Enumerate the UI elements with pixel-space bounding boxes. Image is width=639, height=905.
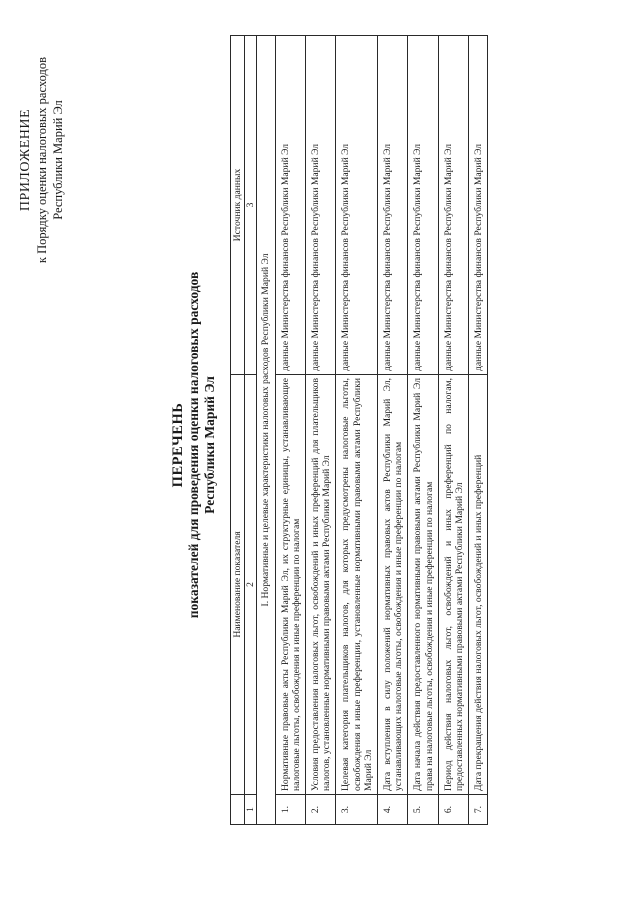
row-number: 7. — [469, 795, 488, 825]
table-row — [438, 36, 468, 825]
table-section-row — [257, 36, 275, 825]
header-indicator-name: Наименование показателя — [231, 375, 245, 795]
header-data-source: Источник данных — [231, 36, 245, 375]
table-row — [306, 36, 336, 825]
table-header-row — [231, 36, 245, 825]
section-title: I. Нормативные и целевые характеристики налоговых расходов Республики Марий Эл — [257, 36, 275, 825]
appendix-block — [18, 25, 66, 295]
header-number — [231, 795, 245, 825]
row-data-source: данные Министерства финансов Республики Марий Эл — [275, 36, 305, 375]
row-indicator-name: Целевая категория плательщиков налогов, для которых предусмотрены налоговые льготы, освобождения и иные преференции, установленные нормативными правовыми актами Республики Марий Эл — [336, 375, 378, 795]
row-number: 2. — [306, 795, 336, 825]
table-column-numbers-row — [245, 36, 257, 825]
row-indicator-name: Дата вступления в силу положений нормативных правовых актов Республики Марий Эл, устанавливающих налоговые льготы, освобождения и иные преференции по налогам — [378, 375, 408, 795]
column-number-1: 1 — [245, 795, 257, 825]
row-data-source: данные Министерства финансов Республики Марий Эл — [469, 36, 488, 375]
column-number-2: 2 — [245, 375, 257, 795]
row-number: 5. — [408, 795, 438, 825]
row-indicator-name: Нормативные правовые акты Республики Марий Эл, их структурные единицы, устанавливающие налоговые льготы, освобождения и иные преференции по налогам — [275, 375, 305, 795]
row-indicator-name: Период действия налоговых льгот, освобождений и иных преференций по налогам, предоставленных нормативными правовыми актами Республики Марий Эл — [438, 375, 468, 795]
document-title: ПЕРЕЧЕНЬ — [170, 402, 186, 488]
indicators-table-wrapper — [230, 35, 630, 825]
table-row — [408, 36, 438, 825]
document-subtitle-1: показателей для проведения оценки налоговых расходов — [186, 271, 201, 619]
indicators-table — [230, 35, 488, 825]
row-data-source: данные Министерства финансов Республики Марий Эл — [378, 36, 408, 375]
table-row — [378, 36, 408, 825]
column-number-3: 3 — [245, 36, 257, 375]
row-data-source: данные Министерства финансов Республики Марий Эл — [336, 36, 378, 375]
document-subtitle-2: Республики Марий Эл — [202, 376, 217, 514]
appendix-label: ПРИЛОЖЕНИЕ — [18, 108, 33, 212]
row-data-source: данные Министерства финансов Республики Марий Эл — [408, 36, 438, 375]
row-data-source: данные Министерства финансов Республики Марий Эл — [438, 36, 468, 375]
row-indicator-name: Дата начала действия предоставленного нормативными правовыми актами Республики Марий Эл права на налоговые льготы, освобождения и иные преференции по налогам — [408, 375, 438, 795]
appendix-line-1: к Порядку оценки налоговых расходов — [35, 56, 49, 264]
row-number: 6. — [438, 795, 468, 825]
table-row — [336, 36, 378, 825]
row-indicator-name: Дата прекращения действия налоговых льгот, освобождений и иных преференций — [469, 375, 488, 795]
row-number: 4. — [378, 795, 408, 825]
appendix-line-2: Республики Марий Эл — [51, 100, 65, 220]
row-number: 3. — [336, 795, 378, 825]
row-number: 1. — [275, 795, 305, 825]
row-data-source: данные Министерства финансов Республики Марий Эл — [306, 36, 336, 375]
row-indicator-name: Условия предоставления налоговых льгот, освобождений и иных преференций для плательщиков налогов, установленные нормативными правовыми актами Республики Марий Эл — [306, 375, 336, 795]
document-heading — [170, 165, 218, 725]
table-row — [275, 36, 305, 825]
table-row — [469, 36, 488, 825]
